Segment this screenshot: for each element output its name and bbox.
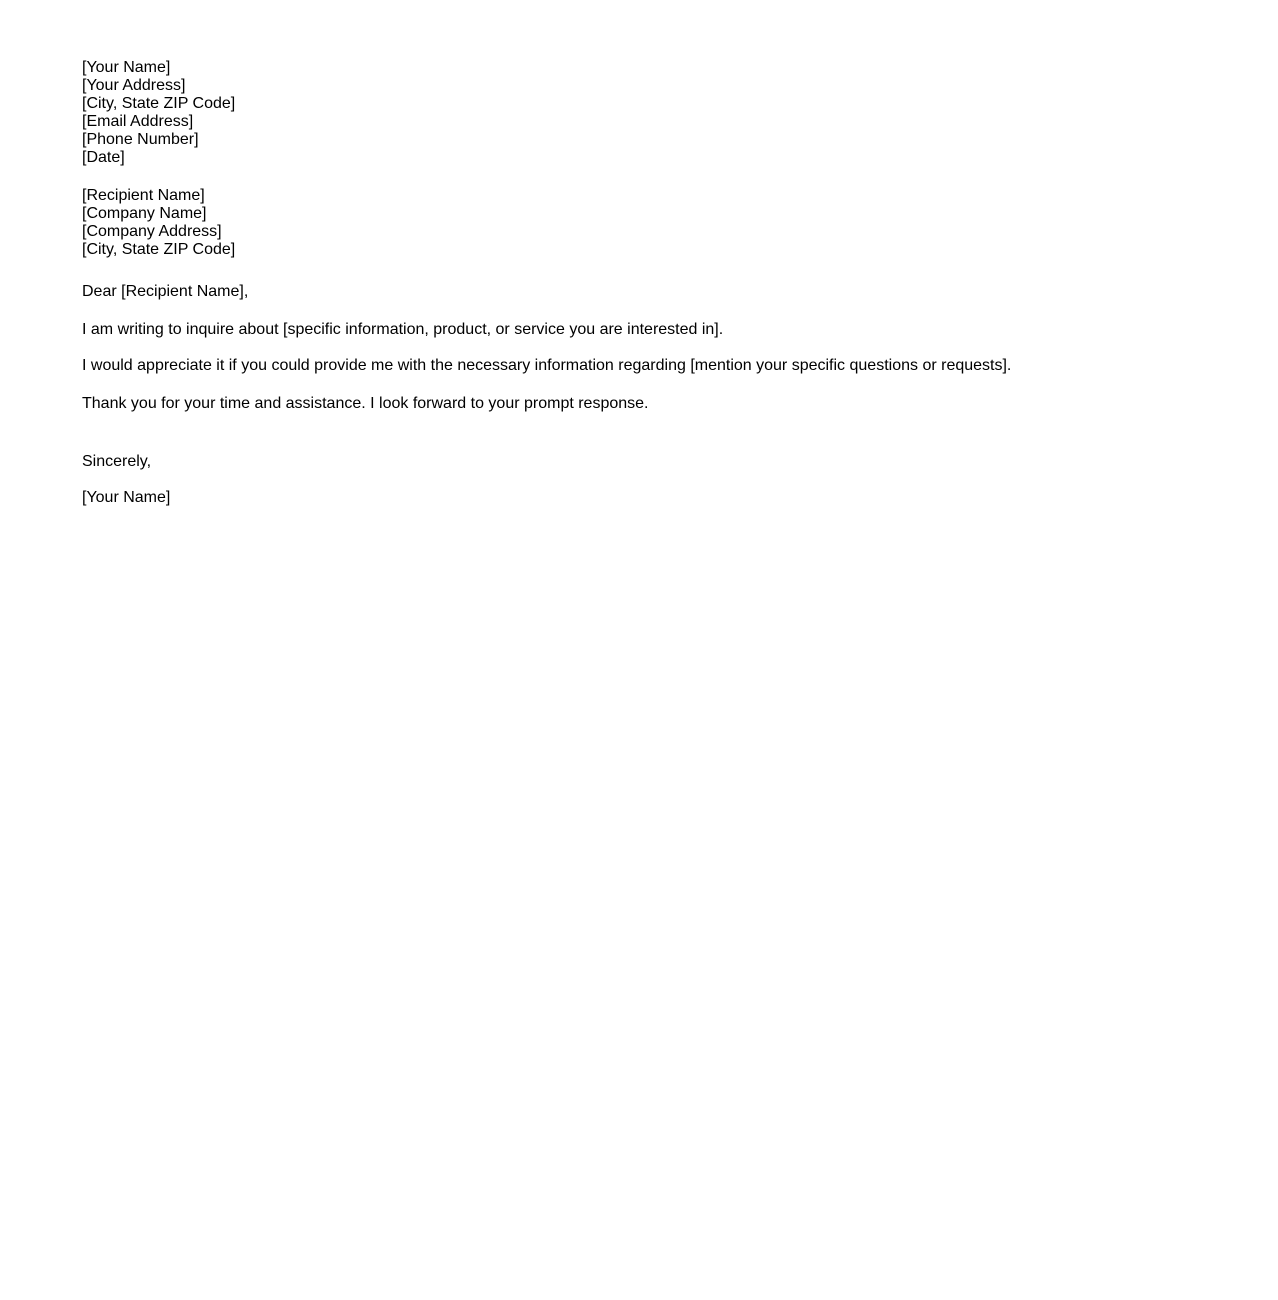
body-paragraph: I am writing to inquire about [specific information, product, or service you are interested in]. bbox=[82, 321, 724, 338]
sender-name: [Your Name] bbox=[82, 59, 171, 76]
body-paragraph: I would appreciate it if you could provide me with the necessary information regarding [mention your specific questions or requests]. bbox=[82, 357, 1012, 374]
sender-phone: [Phone Number] bbox=[82, 131, 199, 148]
sender-email: [Email Address] bbox=[82, 113, 194, 130]
salutation: Dear [Recipient Name], bbox=[82, 283, 249, 300]
recipient-company-address: [Company Address] bbox=[82, 223, 222, 240]
body-paragraph: Thank you for your time and assistance. I look forward to your prompt response. bbox=[82, 395, 649, 412]
closing: Sincerely, bbox=[82, 453, 152, 470]
letter-date: [Date] bbox=[82, 149, 125, 166]
letter bbox=[82, 59, 1182, 507]
sender-city-state-zip: [City, State ZIP Code] bbox=[82, 95, 236, 112]
sender-address: [Your Address] bbox=[82, 77, 186, 94]
recipient-company: [Company Name] bbox=[82, 205, 207, 222]
recipient-city-state-zip: [City, State ZIP Code] bbox=[82, 241, 236, 258]
recipient-block bbox=[82, 187, 1182, 259]
signature: [Your Name] bbox=[82, 489, 171, 506]
sender-block bbox=[82, 59, 1182, 167]
recipient-name: [Recipient Name] bbox=[82, 187, 205, 204]
